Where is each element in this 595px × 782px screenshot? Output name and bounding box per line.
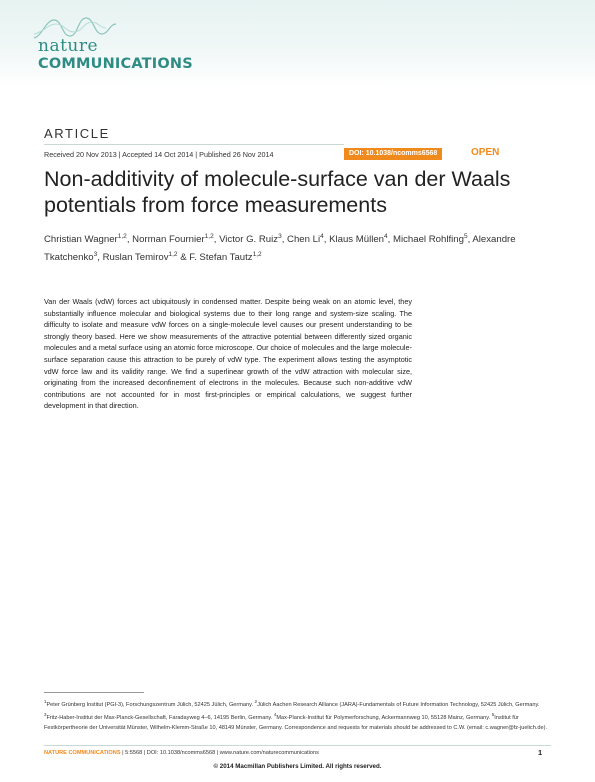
- article-type-label: ARTICLE: [44, 126, 110, 141]
- author-affiliation-mark: 4: [320, 233, 324, 240]
- abstract: Van der Waals (vdW) forces act ubiquitously in condensed matter. Despite being weak on an atomic level, they substantially influence molecular and biological systems due to their long range and system-size scaling. The difficulty to isolate and measure vdW forces on a single-molecule level causes our present understanding to be strongly theory based. Here we show measurements of the attractive potential between differently sized organic molecules and a metal surface using an atomic force microscope. Our choice of molecules and the large molecule-surface separation cause this attraction to be purely of vdW type. The experiment allows testing the asymptotic vdW force law and its validity range. We find a superlinear growth of the vdW attraction with molecular size, originating from the increased deconfinement of electrons in the molecules. Because such non-additive vdW contributions are not accounted for in most first-principles or empirical calculations, we suggest further development in that direction.: [44, 297, 412, 411]
- footer-journal-name: NATURE COMMUNICATIONS: [44, 750, 121, 756]
- author-name[interactable]: Ruslan Temirov: [102, 252, 169, 264]
- author-separator: ,: [387, 234, 393, 246]
- author-name[interactable]: Klaus Müllen: [329, 234, 385, 246]
- divider: [44, 692, 144, 693]
- affiliations: [44, 697, 554, 734]
- open-access-label: OPEN: [471, 147, 500, 158]
- author-name[interactable]: Christian Wagner: [44, 234, 118, 246]
- divider: [44, 745, 551, 746]
- author-separator: ,: [323, 234, 330, 246]
- author-separator: ,: [126, 234, 133, 246]
- author-name[interactable]: Victor G. Ruiz: [219, 234, 279, 246]
- affiliation-text: Peter Grünberg Institut (PGI-3), Forschungszentrum Jülich, 52425 Jülich, Germany.: [46, 701, 255, 708]
- affiliation-text: Jülich Aachen Research Alliance (JARA)-Fundamentals of Future Information Technology, 52425 Jülich, Germany.: [257, 701, 540, 708]
- author-affiliation-mark: 4: [384, 233, 388, 240]
- page-number: 1: [538, 748, 543, 757]
- author-affiliation-mark: 1,2: [117, 233, 127, 240]
- footer-citation[interactable]: | 5:5568 | DOI: 10.1038/ncomms6568 | www.nature.com/naturecommunications: [120, 750, 319, 756]
- author-affiliation-mark: 3: [93, 251, 98, 259]
- correspondence-note[interactable]: Correspondence and requests for materials should be addressed to C.W. (email: c.wagner@fz-juelich.de).: [284, 724, 548, 731]
- affiliation-text: Institut für Festkörpertheorie der Universität Münster, Wilhelm-Klemm-Straße 10, 48149 Münster, Germany.: [44, 715, 519, 731]
- article-title: Non-additivity of molecule-surface van der Waals potentials from force measurements: [44, 167, 511, 217]
- affiliation-number: 3: [44, 712, 47, 718]
- affiliation-text: Fritz-Haber-Institut der Max-Planck-Gesellschaft, Faradayweg 4–6, 14195 Berlin, Germany.: [46, 715, 274, 722]
- affiliation-number: 4: [273, 712, 277, 718]
- author-separator: ,: [467, 234, 473, 246]
- page-footer: [44, 750, 319, 756]
- author-separator: ,: [281, 234, 288, 246]
- author-name[interactable]: F. Stefan Tautz: [189, 252, 253, 264]
- author-name[interactable]: Norman Fournier: [132, 234, 205, 246]
- author-separator: &: [177, 252, 190, 264]
- logo-communications-text: COMMUNICATIONS: [38, 56, 193, 72]
- author-affiliation-mark: 1,2: [168, 251, 178, 259]
- author-list: [44, 229, 569, 265]
- author-affiliation-mark: 1,2: [204, 233, 214, 240]
- journal-logo[interactable]: [32, 14, 202, 76]
- copyright-notice: © 2014 Macmillan Publishers Limited. All rights reserved.: [213, 763, 382, 770]
- affiliation-text: Max-Planck-Institut für Polymerforschung, Ackermannweg 10, 55128 Mainz, Germany.: [276, 715, 492, 722]
- author-name[interactable]: Alexandre Tkatchenko: [44, 234, 516, 264]
- author-name[interactable]: Michael Rohlfing: [393, 234, 464, 246]
- article-dates: Received 20 Nov 2013 | Accepted 14 Oct 2014 | Published 26 Nov 2014: [44, 150, 274, 159]
- author-separator: ,: [97, 252, 103, 264]
- author-name[interactable]: Chen Li: [287, 234, 321, 246]
- doi-badge[interactable]: DOI: 10.1038/ncomms6568: [344, 148, 442, 160]
- author-affiliation-mark: 3: [278, 233, 282, 240]
- logo-nature-text: nature: [38, 36, 99, 56]
- divider: [44, 144, 344, 145]
- journal-header: [0, 0, 595, 86]
- author-affiliation-mark: 1,2: [252, 251, 262, 259]
- author-separator: ,: [213, 234, 220, 246]
- author-affiliation-mark: 5: [463, 233, 468, 240]
- affiliation-number: 2: [254, 699, 258, 704]
- affiliation-number: 5: [491, 712, 495, 718]
- affiliation-number: 1: [44, 699, 47, 704]
